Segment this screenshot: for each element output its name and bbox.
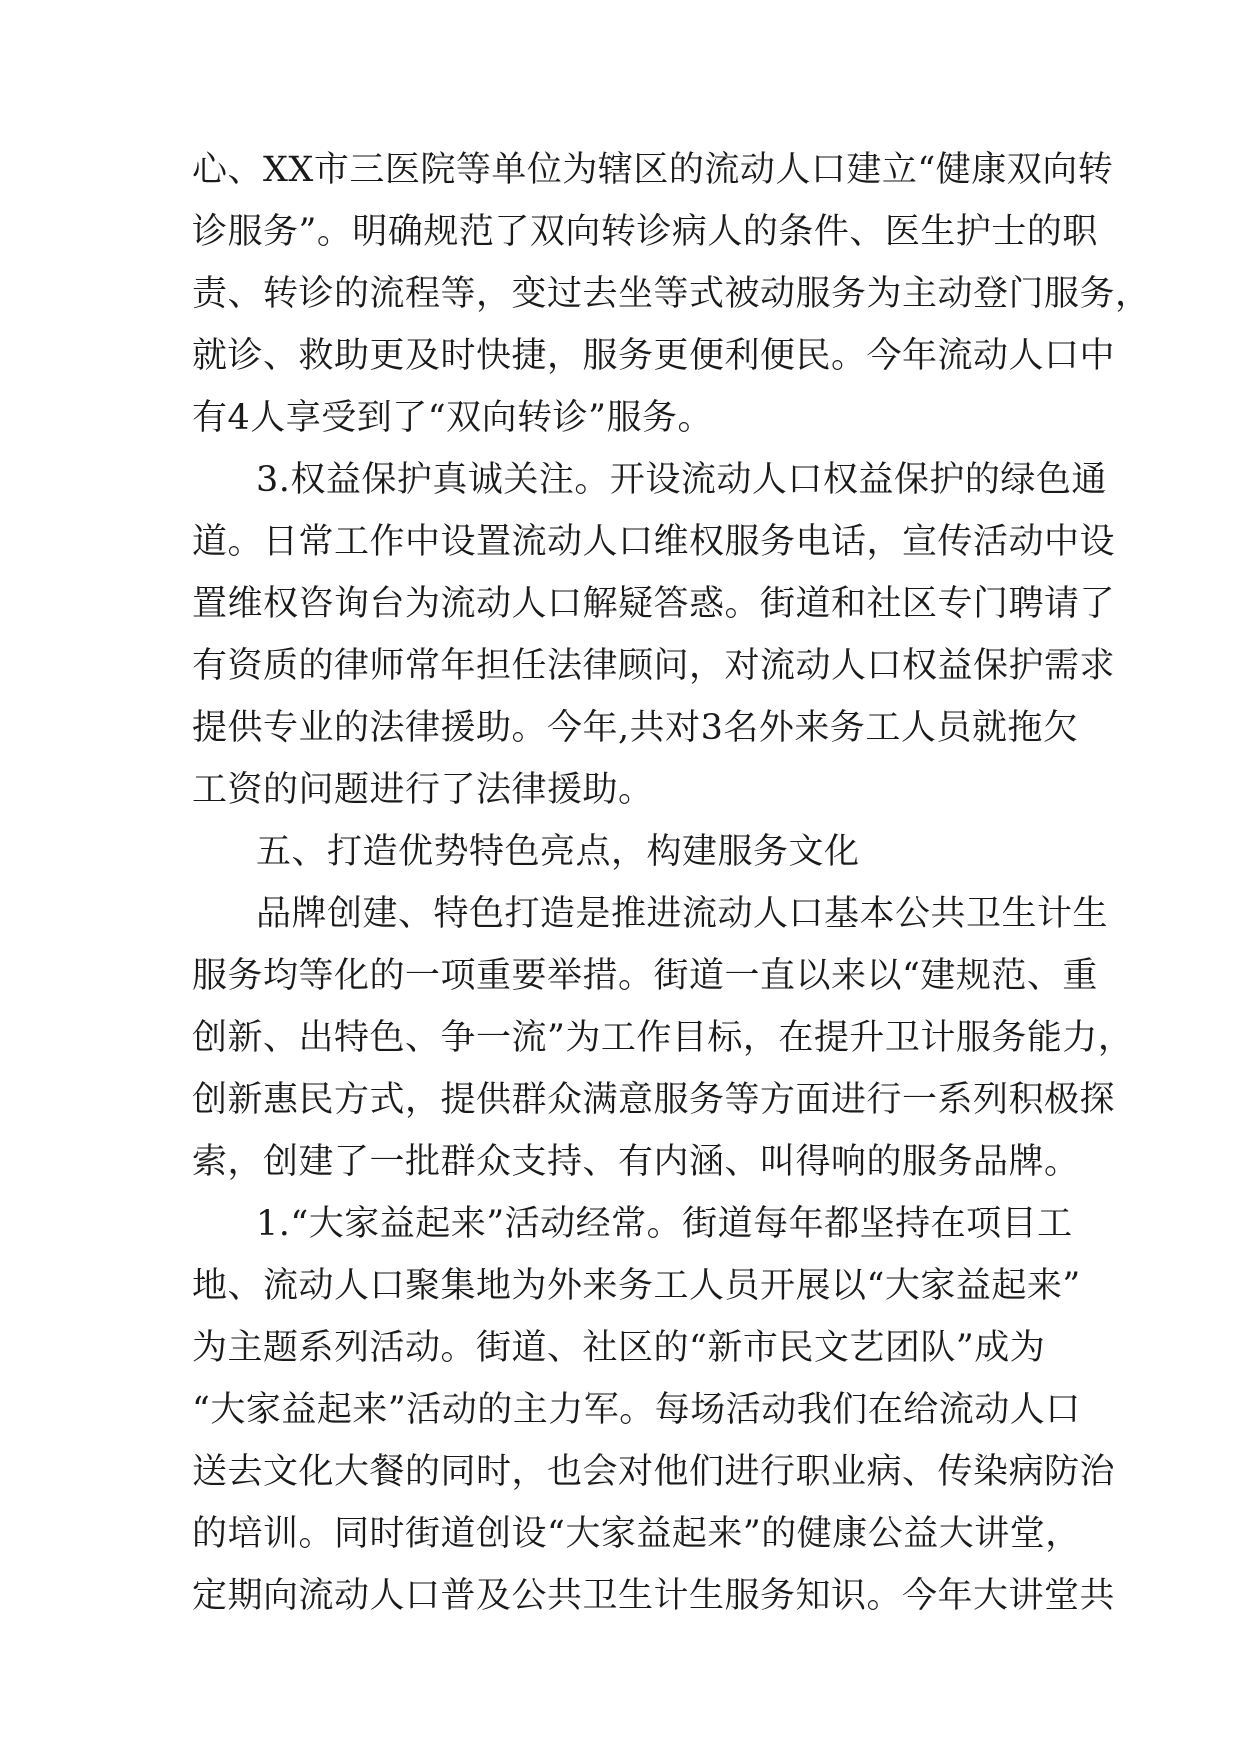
text-line: 索，创建了一批群众支持、有内涵、叫得响的服务品牌。 [192,1142,1080,1182]
text-line: 心、XX市三医院等单位为辖区的流动人口建立“健康双向转 [192,150,1114,190]
text-line: 提供专业的法律援助。今年,共对3名外来务工人员就拖欠 [192,708,1079,748]
section-heading: 五、打造优势特色亮点，构建服务文化 [256,832,860,872]
text-line: 工资的问题进行了法律援助。 [192,770,654,810]
text-line: 服务均等化的一项重要举措。街道一直以来以“建规范、重 [192,956,1098,996]
text-line: 有资质的律师常年担任法律顾问，对流动人口权益保护需求 [192,646,1116,686]
paragraph-heading: 3.权益保护真诚关注。开设流动人口权益保护的绿色通 [256,460,1107,500]
text-line: 品牌创建、特色打造是推进流动人口基本公共卫生计生 [256,894,1109,934]
text-line: 送去文化大餐的同时，也会对他们进行职业病、传染病防治 [192,1452,1116,1492]
text-line: 创新、出特色、争一流”为工作目标，在提升卫计服务能力， [192,1018,1134,1058]
text-line: 为主题系列活动。街道、社区的“新市民文艺团队”成为 [192,1328,1046,1368]
text-line: 定期向流动人口普及公共卫生计生服务知识。今年大讲堂共 [192,1576,1116,1616]
text-line: 创新惠民方式，提供群众满意服务等方面进行一系列积极探 [192,1080,1116,1120]
text-line: 道。日常工作中设置流动人口维权服务电话，宣传活动中设 [192,522,1116,562]
text-line: 有4人享受到了“双向转诊”服务。 [192,398,714,438]
text-line: 诊服务”。明确规范了双向转诊病人的条件、医生护士的职 [192,212,1098,252]
text-line: 的培训。同时街道创设“大家益起来”的健康公益大讲堂， [192,1514,1081,1554]
text-line: 就诊、救助更及时快捷，服务更便利便民。今年流动人口中 [192,336,1116,376]
text-line: “大家益起来”活动的主力军。每场活动我们在给流动人口 [192,1390,1081,1430]
text-line: 责、转诊的流程等，变过去坐等式被动服务为主动登门服务， [192,274,1151,314]
text-line: 地、流动人口聚集地为外来务工人员开展以“大家益起来” [192,1266,1081,1306]
paragraph-heading: 1.“大家益起来”活动经常。街道每年都坚持在项目工 [256,1204,1073,1244]
text-line: 置维权咨询台为流动人口解疑答惑。街道和社区专门聘请了 [192,584,1116,624]
